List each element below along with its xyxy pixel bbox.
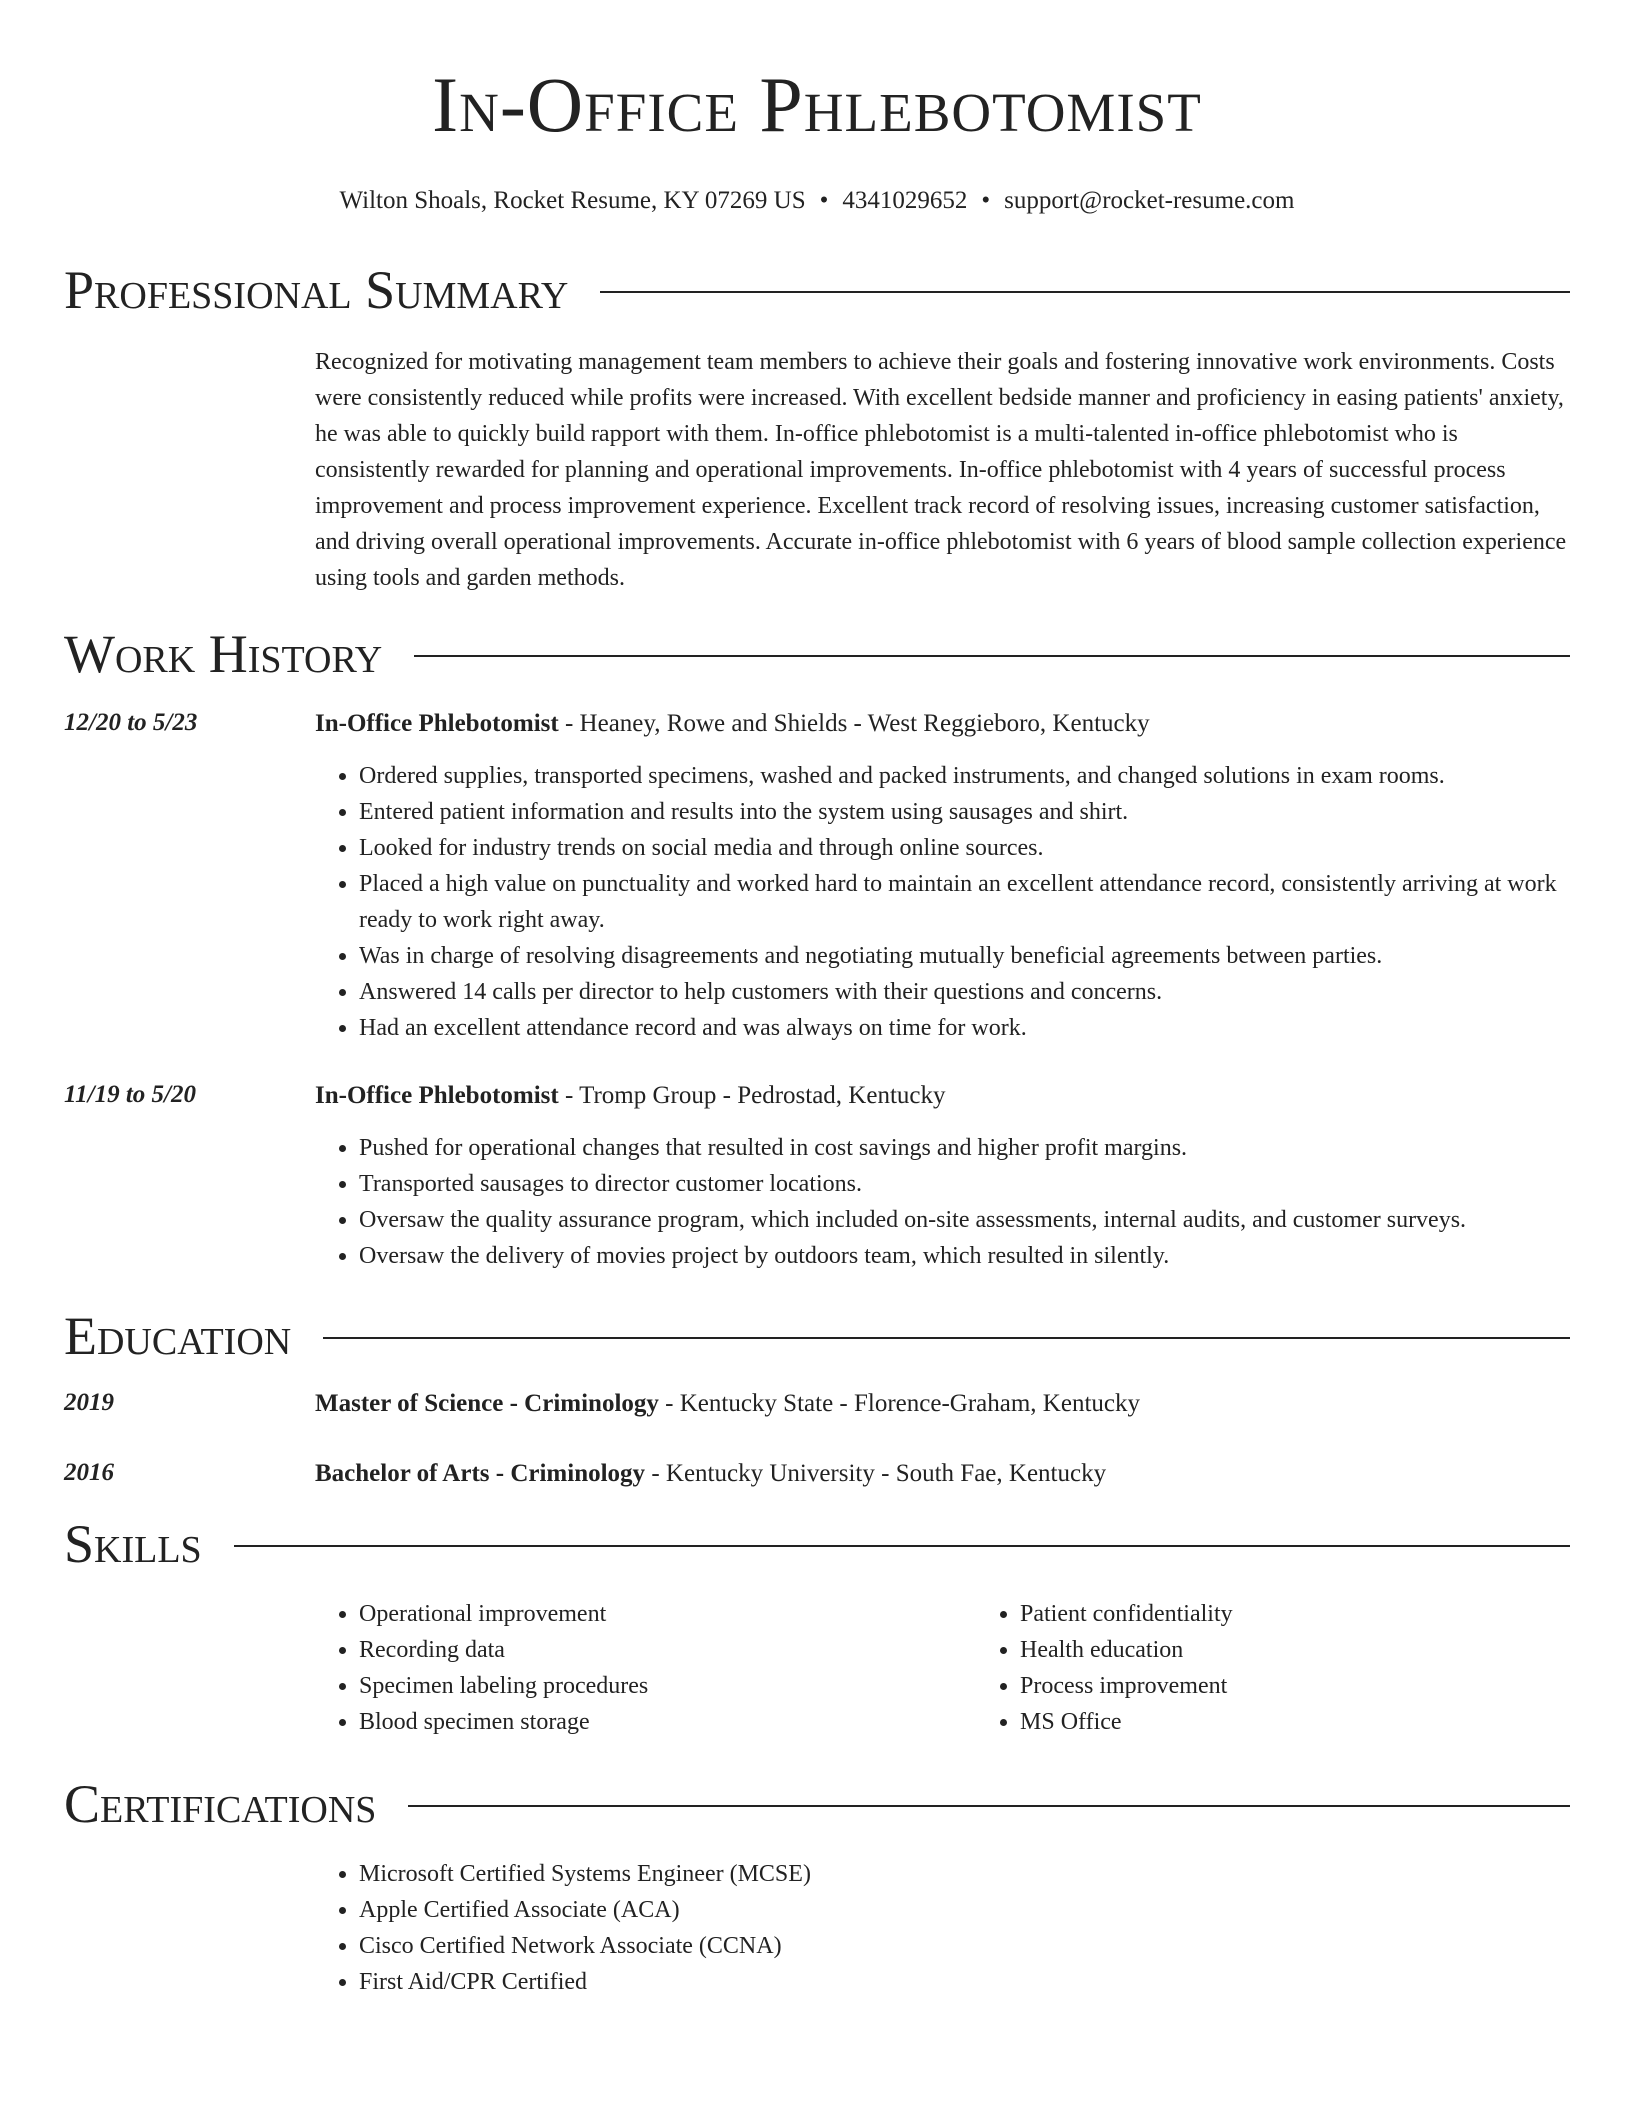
education-section [64,1304,1570,1492]
summary-left-spacer [64,344,315,596]
job-entry [64,706,1570,1046]
summary-title: Professional Summary [64,260,569,320]
education-entry [64,1456,1570,1492]
summary-row [64,344,1570,596]
job-left-spacer [64,758,315,1046]
skills-grid [315,1596,1632,1740]
list-item: • MS Office [1020,1704,1632,1740]
contact-separator: • [981,187,991,214]
work-history-title: Work History [64,624,383,684]
work-history-heading [64,622,1570,686]
certifications-row [64,1856,1570,2000]
list-item: • Transported sausages to director customer locations. [359,1166,1570,1202]
job-role: In-Office Phlebotomist [315,1082,559,1109]
list-item: • Placed a high value on punctuality and worked hard to maintain an excellent attendance record, consistently arriving at work ready to work right away. [359,866,1570,938]
certifications-section [64,1772,1570,2000]
job-left-spacer [64,1130,315,1274]
education-line [315,1386,1570,1422]
education-year: 2019 [64,1389,114,1416]
section-divider [234,1545,1570,1547]
certifications-heading [64,1772,1570,1836]
list-item: • Apple Certified Associate (ACA) [359,1892,1570,1928]
contact-email: support@rocket-resume.com [1004,187,1295,214]
list-item: • Answered 14 calls per director to help customers with their questions and concerns. [359,974,1570,1010]
skills-section [64,1512,1570,1740]
skills-heading [64,1512,1570,1576]
job-title-line [315,1078,1570,1114]
list-item: • Specimen labeling procedures [359,1668,976,1704]
list-item: • Pushed for operational changes that resulted in cost savings and higher profit margins. [359,1130,1570,1166]
education-title: Education [64,1306,292,1366]
skills-title: Skills [64,1514,202,1574]
section-divider [414,655,1570,657]
summary-heading [64,258,1570,322]
certifications-list [315,1856,1570,2000]
list-item: • Process improvement [1020,1668,1632,1704]
section-divider [600,291,1570,293]
job-employer: - Tromp Group - Pedrostad, Kentucky [558,1082,946,1109]
section-divider [323,1337,1570,1339]
list-item: • Blood specimen storage [359,1704,976,1740]
list-item: • Oversaw the quality assurance program, which included on-site assessments, internal audits, and customer surveys. [359,1202,1570,1238]
job-employer: - Heaney, Rowe and Shields - West Reggieboro, Kentucky [558,710,1150,737]
contact-address: Wilton Shoals, Rocket Resume, KY 07269 US [339,187,806,214]
list-item: • Microsoft Certified Systems Engineer (MCSE) [359,1856,1570,1892]
education-entry [64,1386,1570,1422]
job-bullet-list [315,758,1570,1046]
education-year: 2016 [64,1459,114,1486]
contact-line [64,184,1570,218]
job-bullets-row [64,758,1570,1046]
job-bullet-list [315,1130,1570,1274]
job-entry [64,1078,1570,1274]
work-history-section [64,622,1570,1274]
list-item: • Ordered supplies, transported specimens, washed and packed instruments, and changed solutions in exam rooms. [359,758,1570,794]
job-bullets-row [64,1130,1570,1274]
job-dates: 11/19 to 5/20 [64,1081,196,1108]
job-header-row [64,706,1570,742]
education-school: - Kentucky University - South Fae, Kentucky [645,1460,1107,1487]
section-divider [408,1805,1570,1807]
job-dates: 12/20 to 5/23 [64,709,198,736]
candidate-name: In-Office Phlebotomist [432,61,1202,148]
job-title-line [315,706,1570,742]
education-degree: Master of Science - Criminology [315,1390,659,1417]
contact-separator: • [819,187,829,214]
summary-section [64,258,1570,596]
list-item: • Entered patient information and results into the system using sausages and shirt. [359,794,1570,830]
list-item: • First Aid/CPR Certified [359,1964,1570,2000]
contact-phone: 4341029652 [842,187,968,214]
list-item: • Recording data [359,1632,976,1668]
education-heading [64,1304,1570,1368]
list-item: • Patient confidentiality [1020,1596,1632,1632]
skills-left-spacer [64,1596,315,1740]
certifications-title: Certifications [64,1774,377,1834]
list-item: • Was in charge of resolving disagreements and negotiating mutually beneficial agreements between parties. [359,938,1570,974]
job-header-row [64,1078,1570,1114]
education-line [315,1456,1570,1492]
skills-column-2 [976,1596,1632,1740]
list-item: • Operational improvement [359,1596,976,1632]
list-item: • Looked for industry trends on social media and through online sources. [359,830,1570,866]
job-role: In-Office Phlebotomist [315,710,559,737]
certifications-left-spacer [64,1856,315,2000]
skills-column-1 [315,1596,976,1740]
list-item: • Oversaw the delivery of movies project by outdoors team, which resulted in silently. [359,1238,1570,1274]
skills-row [64,1596,1570,1740]
education-degree: Bachelor of Arts - Criminology [315,1460,646,1487]
summary-text: Recognized for motivating management team members to achieve their goals and fostering innovative work environments. Costs were consistently reduced while profits were increased. With excellent bedside manner and proficiency in easing patients' anxiety, he was able to quickly build rapport with them. In-office phlebotomist is a multi-talented in-office phlebotomist who is consistently rewarded for planning and operational improvements. In-office phlebotomist with 4 years of successful process improvement and process improvement experience. Excellent track record of resolving issues, increasing customer satisfaction, and driving overall operational improvements. Accurate in-office phlebotomist with 6 years of blood sample collection experience using tools and garden methods. [315,349,1567,591]
list-item: • Cisco Certified Network Associate (CCNA) [359,1928,1570,1964]
list-item: • Health education [1020,1632,1632,1668]
list-item: • Had an excellent attendance record and was always on time for work. [359,1010,1570,1046]
education-school: - Kentucky State - Florence-Graham, Kentucky [658,1390,1140,1417]
